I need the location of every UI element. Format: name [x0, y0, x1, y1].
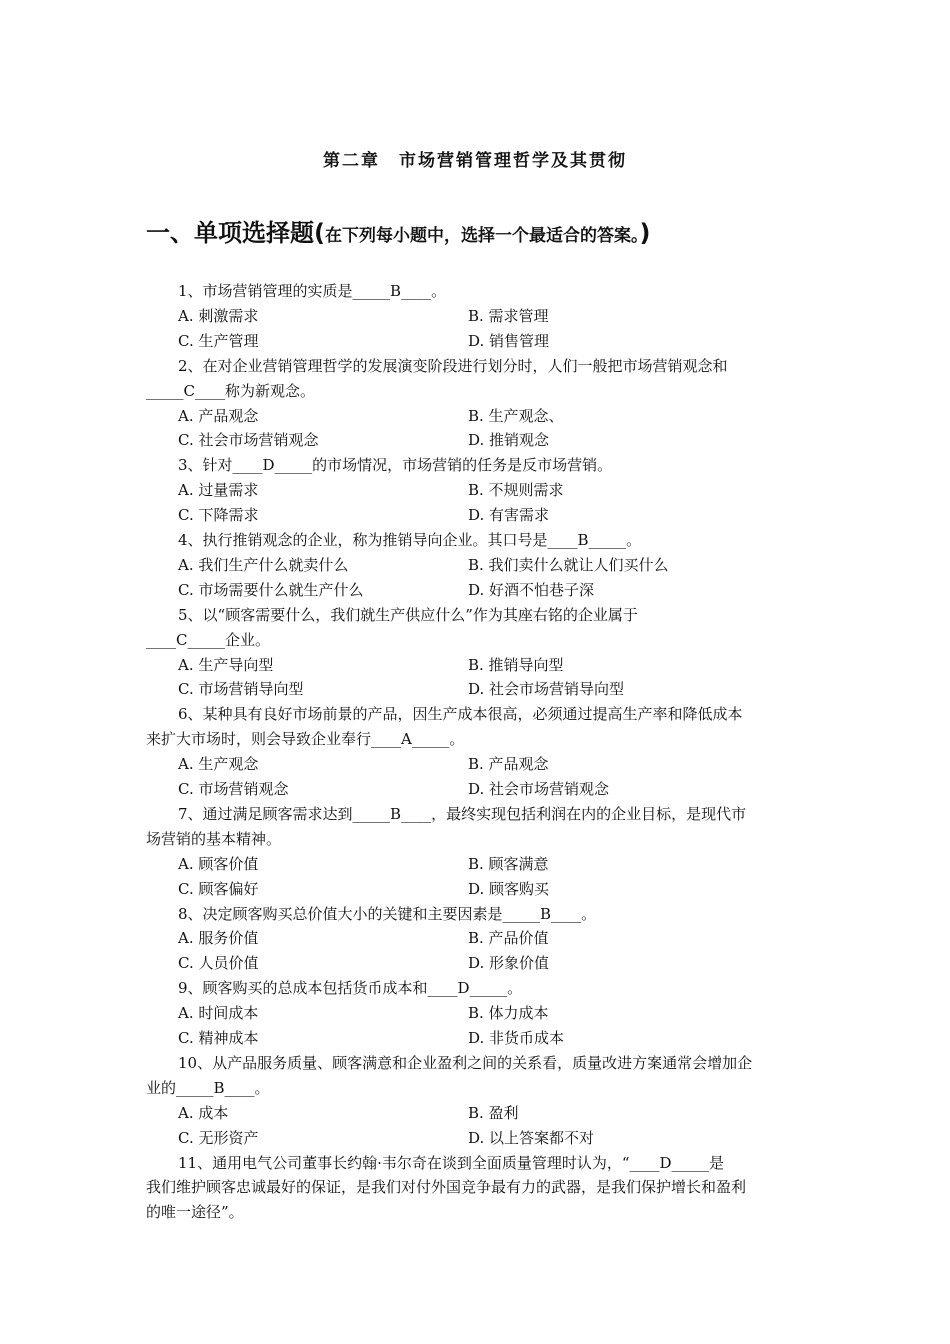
question-text: 8、决定顾客购买总价值大小的关键和主要因素是_____B____。: [178, 904, 597, 923]
question-text: 11、通用电气公司董事长约翰·韦尔奇在谈到全面质量管理时认为，“____D_____是: [178, 1153, 725, 1172]
question-text: 5、以“顾客需要什么，我们就生产供应什么”作为其座右铭的企业属于: [178, 605, 638, 624]
answer-option: D. 好酒不怕巷子深: [468, 580, 595, 599]
answer-option: C. 社会市场营销观念: [178, 431, 319, 450]
answer-option: C. 市场营销导向型: [178, 680, 304, 699]
answer-option: D. 推销观念: [468, 431, 550, 450]
question-text-continued: 业的_____B____。: [146, 1078, 270, 1097]
answer-option: B. 产品观念: [468, 755, 549, 774]
answer-option: A. 成本: [178, 1103, 229, 1122]
answer-option: C. 顾客偏好: [178, 879, 259, 898]
question-text-continued: ____C_____企业。: [146, 630, 270, 649]
answer-option: C. 无形资产: [178, 1128, 259, 1147]
answer-option: D. 非货币成本: [468, 1029, 565, 1047]
answer-option: B. 体力成本: [468, 1004, 549, 1023]
question-text: 7、通过满足顾客需求达到_____B____，最终实现包括利润在内的企业目标，是现代市: [178, 804, 747, 823]
question-text: 10、从产品服务质量、顾客满意和企业盈利之间的关系看，质量改进方案通常会增加企: [178, 1053, 753, 1072]
answer-option: D. 顾客购买: [468, 879, 550, 898]
question-text: 2、在对企业营销管理哲学的发展演变阶段进行划分时，人们一般把市场营销观念和: [178, 356, 728, 375]
answer-option: D. 形象价值: [468, 954, 550, 973]
answer-option: C. 人员价值: [178, 954, 259, 973]
answer-option: A. 产品观念: [178, 406, 259, 425]
answer-option: D. 有害需求: [468, 506, 550, 525]
question-text-continued: 来扩大市场时，则会导致企业奉行____A_____。: [146, 730, 465, 749]
question-text-continued: 的唯一途径”。: [146, 1203, 244, 1222]
answer-option: A. 顾客价值: [178, 854, 259, 873]
question-text: 4、执行推销观念的企业，称为推销导向企业。其口号是____B_____。: [178, 531, 642, 549]
answer-option: A. 服务价值: [178, 929, 259, 948]
answer-option: B. 生产观念、: [468, 406, 564, 425]
section-heading: [146, 213, 650, 248]
answer-option: A. 我们生产什么就卖什么: [178, 555, 349, 574]
answer-option: C. 下降需求: [178, 506, 259, 525]
answer-option: C. 市场营销观念: [178, 780, 289, 798]
question-text-continued: 我们维护顾客忠诚最好的保证，是我们对付外国竞争最有力的武器，是我们保护增长和盈利: [146, 1178, 747, 1197]
answer-option: D. 社会市场营销观念: [468, 780, 610, 798]
answer-option: B. 推销导向型: [468, 655, 564, 674]
answer-option: B. 需求管理: [468, 306, 549, 325]
answer-option: A. 生产导向型: [178, 655, 274, 674]
question-text: 9、顾客购买的总成本包括货币成本和____D_____。: [178, 979, 523, 998]
answer-option: B. 产品价值: [468, 929, 549, 948]
answer-option: B. 盈利: [468, 1103, 519, 1122]
answer-option: A. 时间成本: [178, 1004, 259, 1023]
question-text: 6、某种具有良好市场前景的产品，因生产成本很高，必须通过提高生产率和降低成本: [178, 705, 743, 724]
chapter-title: 第二章 市场营销管理哲学及其贯彻: [323, 151, 627, 171]
section-title: 一、单项选择题(: [146, 219, 325, 247]
answer-option: C. 精神成本: [178, 1029, 259, 1047]
answer-option: B. 不规则需求: [468, 481, 564, 500]
section-close: ): [639, 219, 651, 247]
answer-option: C. 市场需要什么就生产什么: [178, 580, 364, 599]
answer-option: A. 生产观念: [178, 755, 259, 774]
question-text: 1、市场营销管理的实质是_____B____。: [178, 282, 447, 300]
answer-option: D. 以上答案都不对: [468, 1128, 595, 1147]
answer-option: A. 过量需求: [178, 481, 259, 500]
answer-option: C. 生产管理: [178, 331, 259, 350]
answer-option: B. 我们卖什么就让人们买什么: [468, 555, 669, 574]
section-note: 在下列每小题中，选择一个最适合的答案。: [324, 226, 640, 246]
answer-option: A. 刺激需求: [178, 306, 259, 325]
answer-option: B. 顾客满意: [468, 854, 549, 873]
question-text-continued: _____C____称为新观念。: [146, 381, 315, 400]
answer-option: D. 社会市场营销导向型: [468, 680, 625, 699]
question-text: 3、针对____D_____的市场情况，市场营销的任务是反市场营销。: [178, 456, 613, 475]
question-text-continued: 场营销的基本精神。: [146, 829, 282, 848]
answer-option: D. 销售管理: [468, 331, 550, 350]
